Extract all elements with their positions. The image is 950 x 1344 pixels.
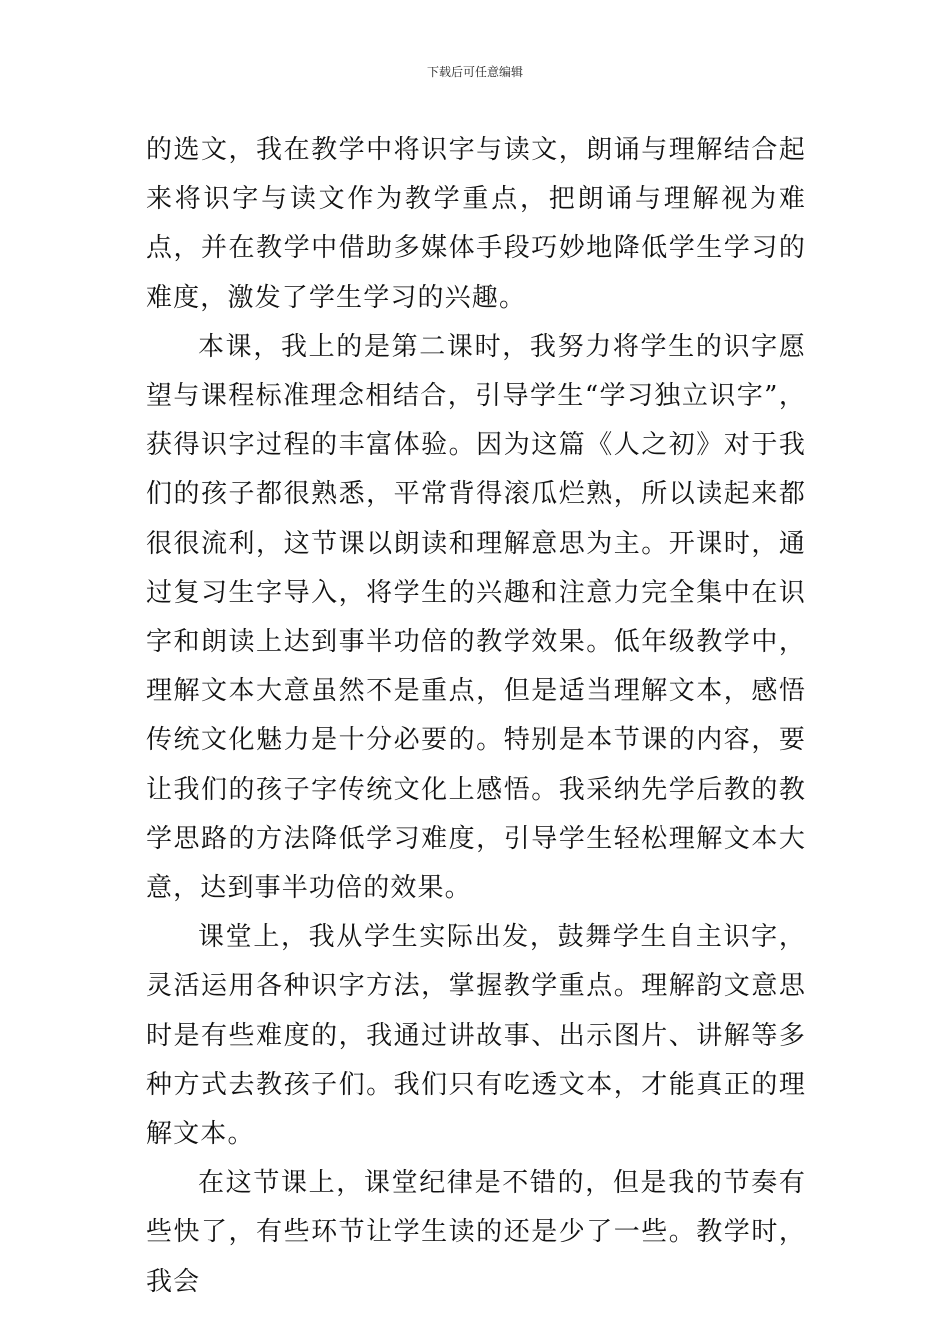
- page-header: 下载后可任意编辑: [426, 65, 523, 79]
- document-body: [146, 126, 806, 1307]
- paragraph-1: 的选文，我在教学中将识字与读文，朗诵与理解结合起来将识字与读文作为教学重点，把朗诵与理解视为难点，并在教学中借助多媒体手段巧妙地降低学生学习的难度，激发了学生学习的兴趣。: [146, 135, 806, 313]
- paragraph-2: 本课，我上的是第二课时，我努力将学生的识字愿望与课程标准理念相结合，引导学生“学习独立识字”，获得识字过程的丰富体验。因为这篇《人之初》对于我们的孩子都很熟悉，平常背得滚瓜烂熟，所以读起来都很很流利，这节课以朗读和理解意思为主。开课时，通过复习生字导入，将学生的兴趣和注意力完全集中在识字和朗读上达到事半功倍的教学效果。低年级教学中，理解文本大意虽然不是重点，但是适当理解文本，感悟传统文化魅力是十分必要的。特别是本节课的内容，要让我们的孩子字传统文化上感悟。我采纳先学后教的教学思路的方法降低学习难度，引导学生轻松理解文本大意，达到事半功倍的效果。: [146, 331, 806, 904]
- paragraph-3: 课堂上，我从学生实际出发，鼓舞学生自主识字，灵活运用各种识字方法，掌握教学重点。理解韵文意思时是有些难度的，我通过讲故事、出示图片、讲解等多种方式去教孩子们。我们只有吃透文本，才能真正的理解文本。: [146, 922, 806, 1150]
- paragraph-4: 在这节课上，课堂纪律是不错的，但是我的节奏有些快了，有些环节让学生读的还是少了一些。教学时，我会: [146, 1168, 806, 1297]
